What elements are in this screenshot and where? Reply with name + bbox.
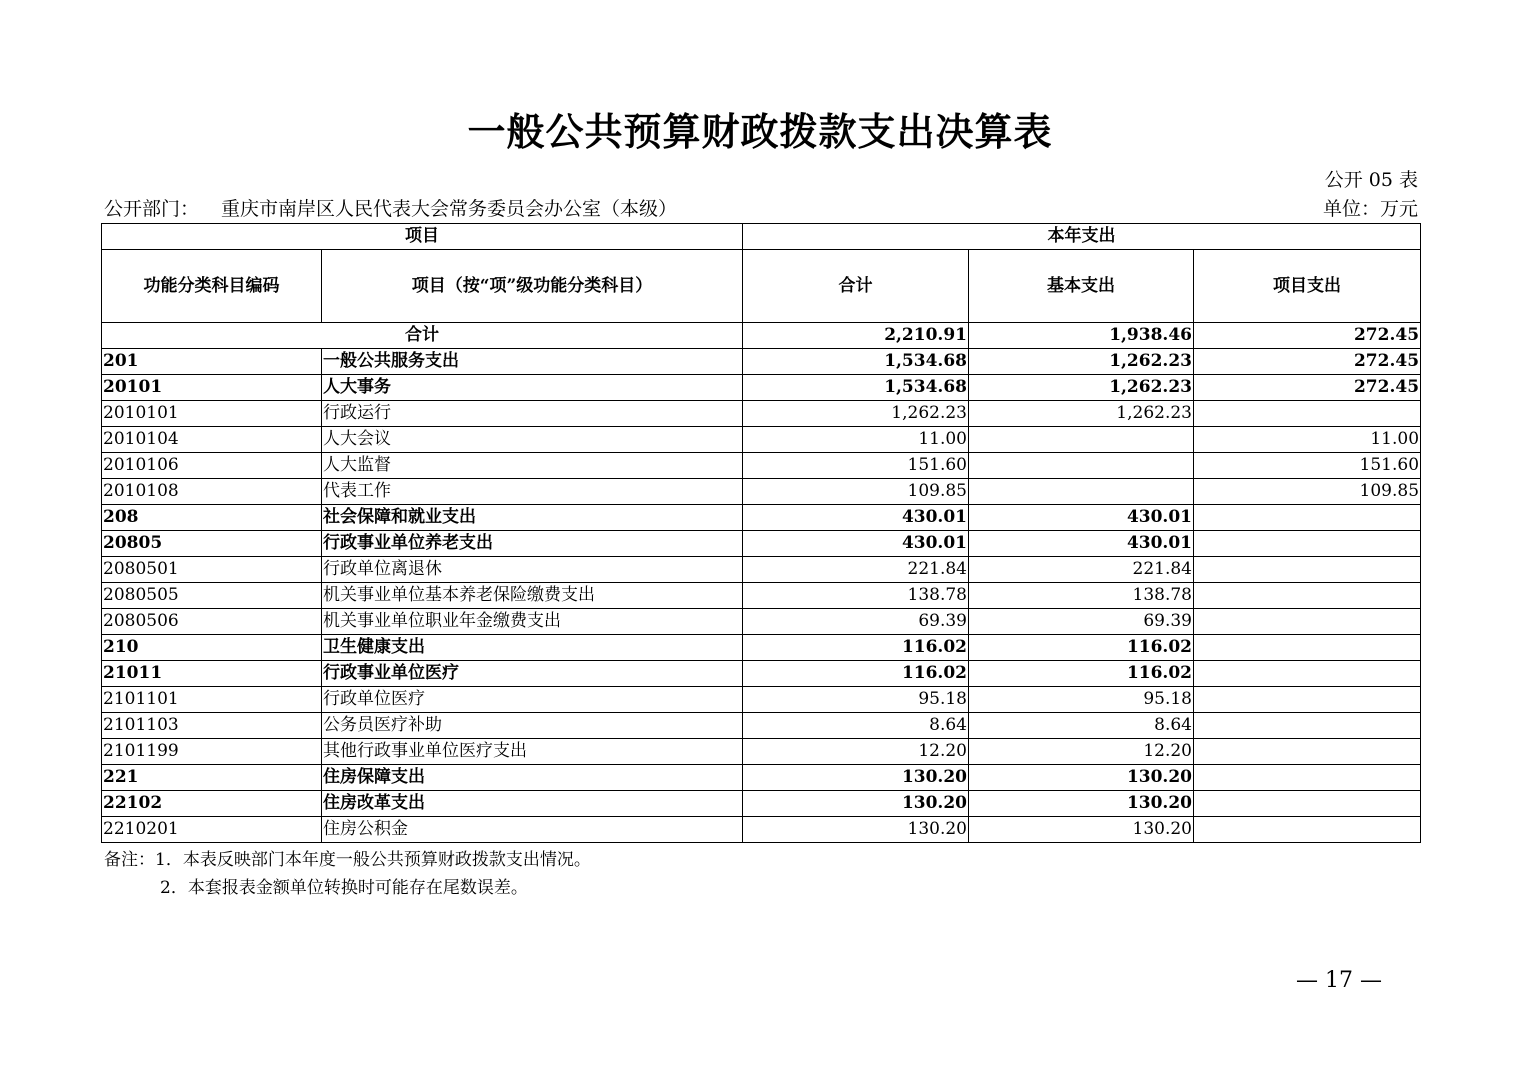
row-project: [1194, 609, 1421, 635]
row-basic: 12.20: [969, 739, 1194, 765]
row-name: 代表工作: [322, 479, 743, 505]
row-project: 11.00: [1194, 427, 1421, 453]
row-code: 21011: [102, 661, 322, 687]
row-basic: 430.01: [969, 505, 1194, 531]
row-name: 人大监督: [322, 453, 743, 479]
row-basic: 430.01: [969, 531, 1194, 557]
row-code: 2080505: [102, 583, 322, 609]
row-total: 130.20: [743, 791, 969, 817]
total-label: 合计: [102, 323, 743, 349]
table-number: 公开 05 表: [1324, 169, 1418, 191]
row-name: 住房保障支出: [322, 765, 743, 791]
row-project: [1194, 791, 1421, 817]
row-project: 272.45: [1194, 375, 1421, 401]
row-project: 151.60: [1194, 453, 1421, 479]
row-basic: 1,262.23: [969, 401, 1194, 427]
total-amount: 2,210.91: [743, 323, 969, 349]
row-code: 208: [102, 505, 322, 531]
row-basic: 69.39: [969, 609, 1194, 635]
row-project: [1194, 713, 1421, 739]
row-total: 12.20: [743, 739, 969, 765]
row-code: 2080506: [102, 609, 322, 635]
table-row: [102, 739, 1421, 765]
row-project: [1194, 583, 1421, 609]
row-code: 2080501: [102, 557, 322, 583]
row-name: 机关事业单位职业年金缴费支出: [322, 609, 743, 635]
row-basic: 95.18: [969, 687, 1194, 713]
row-name: 人大会议: [322, 427, 743, 453]
row-code: 2010108: [102, 479, 322, 505]
notes: [104, 846, 591, 902]
table-row: [102, 817, 1421, 843]
table-row: [102, 401, 1421, 427]
row-project: 109.85: [1194, 479, 1421, 505]
row-name: 行政运行: [322, 401, 743, 427]
row-basic: 1,262.23: [969, 375, 1194, 401]
row-name: 人大事务: [322, 375, 743, 401]
row-total: 109.85: [743, 479, 969, 505]
row-name: 一般公共服务支出: [322, 349, 743, 375]
row-basic: 130.20: [969, 791, 1194, 817]
row-total: 116.02: [743, 661, 969, 687]
header-basic: 基本支出: [969, 250, 1194, 323]
table-row: [102, 635, 1421, 661]
unit-label: 单位：万元: [1322, 198, 1418, 220]
row-project: [1194, 401, 1421, 427]
row-code: 2210201: [102, 817, 322, 843]
row-project: [1194, 661, 1421, 687]
header-code: 功能分类科目编码: [102, 250, 322, 323]
row-basic: 8.64: [969, 713, 1194, 739]
row-code: 2010106: [102, 453, 322, 479]
table-body: [102, 323, 1421, 843]
row-project: [1194, 687, 1421, 713]
row-total: 11.00: [743, 427, 969, 453]
row-name: 行政事业单位医疗: [322, 661, 743, 687]
row-code: 2101101: [102, 687, 322, 713]
row-name: 行政单位离退休: [322, 557, 743, 583]
table-row: [102, 557, 1421, 583]
row-code: 20805: [102, 531, 322, 557]
table-row: [102, 661, 1421, 687]
row-name: 住房公积金: [322, 817, 743, 843]
row-basic: [969, 427, 1194, 453]
row-basic: [969, 479, 1194, 505]
table-row: [102, 791, 1421, 817]
row-project: 272.45: [1194, 349, 1421, 375]
expenditure-table: [101, 223, 1421, 843]
row-basic: 130.20: [969, 817, 1194, 843]
table-row: [102, 375, 1421, 401]
row-name: 住房改革支出: [322, 791, 743, 817]
row-basic: 130.20: [969, 765, 1194, 791]
row-name: 卫生健康支出: [322, 635, 743, 661]
header-group-row: [102, 224, 1421, 250]
row-basic: 1,262.23: [969, 349, 1194, 375]
header-project: 项目支出: [1194, 250, 1421, 323]
page-number: — 17 —: [1296, 968, 1382, 993]
table-row: [102, 583, 1421, 609]
note-1: 备注：1．本表反映部门本年度一般公共预算财政拨款支出情况。: [104, 850, 591, 870]
table-row: [102, 505, 1421, 531]
table-row: [102, 765, 1421, 791]
row-basic: [969, 453, 1194, 479]
header-name: 项目（按“项”级功能分类科目）: [322, 250, 743, 323]
row-total: 1,262.23: [743, 401, 969, 427]
header-expense-group: 本年支出: [743, 224, 1421, 250]
row-total: 1,534.68: [743, 375, 969, 401]
row-name: 其他行政事业单位医疗支出: [322, 739, 743, 765]
row-total: 8.64: [743, 713, 969, 739]
row-name: 行政事业单位养老支出: [322, 531, 743, 557]
table-row: [102, 453, 1421, 479]
row-code: 221: [102, 765, 322, 791]
row-code: 210: [102, 635, 322, 661]
row-code: 20101: [102, 375, 322, 401]
department-line: [104, 195, 677, 223]
row-name: 行政单位医疗: [322, 687, 743, 713]
table-row: [102, 713, 1421, 739]
row-code: 201: [102, 349, 322, 375]
table-row: [102, 687, 1421, 713]
row-code: 2101103: [102, 713, 322, 739]
row-total: 151.60: [743, 453, 969, 479]
total-basic: 1,938.46: [969, 323, 1194, 349]
row-total: 116.02: [743, 635, 969, 661]
row-basic: 116.02: [969, 661, 1194, 687]
row-project: [1194, 505, 1421, 531]
department-name: 重庆市南岸区人民代表大会常务委员会办公室（本级）: [221, 198, 678, 220]
row-code: 2010101: [102, 401, 322, 427]
row-project: [1194, 765, 1421, 791]
row-total: 138.78: [743, 583, 969, 609]
header-columns-row: [102, 250, 1421, 323]
row-name: 机关事业单位基本养老保险缴费支出: [322, 583, 743, 609]
table-row: [102, 427, 1421, 453]
row-project: [1194, 817, 1421, 843]
table-row: [102, 479, 1421, 505]
row-project: [1194, 739, 1421, 765]
header-item-group: 项目: [102, 224, 743, 250]
row-basic: 221.84: [969, 557, 1194, 583]
row-code: 2101199: [102, 739, 322, 765]
row-total: 430.01: [743, 531, 969, 557]
row-total: 221.84: [743, 557, 969, 583]
department-label: 公开部门：: [104, 198, 200, 220]
row-project: [1194, 557, 1421, 583]
page-title: 一般公共预算财政拨款支出决算表: [467, 109, 1053, 154]
row-project: [1194, 531, 1421, 557]
row-basic: 116.02: [969, 635, 1194, 661]
table-row: [102, 609, 1421, 635]
table-row: [102, 349, 1421, 375]
row-code: 22102: [102, 791, 322, 817]
total-row: [102, 323, 1421, 349]
row-basic: 138.78: [969, 583, 1194, 609]
row-total: 95.18: [743, 687, 969, 713]
note-2: 2．本套报表金额单位转换时可能存在尾数误差。: [160, 878, 528, 898]
table-row: [102, 531, 1421, 557]
header-total: 合计: [743, 250, 969, 323]
row-code: 2010104: [102, 427, 322, 453]
row-name: 社会保障和就业支出: [322, 505, 743, 531]
total-project: 272.45: [1194, 323, 1421, 349]
row-total: 430.01: [743, 505, 969, 531]
row-total: 1,534.68: [743, 349, 969, 375]
row-total: 130.20: [743, 765, 969, 791]
row-total: 130.20: [743, 817, 969, 843]
row-total: 69.39: [743, 609, 969, 635]
row-project: [1194, 635, 1421, 661]
row-name: 公务员医疗补助: [322, 713, 743, 739]
